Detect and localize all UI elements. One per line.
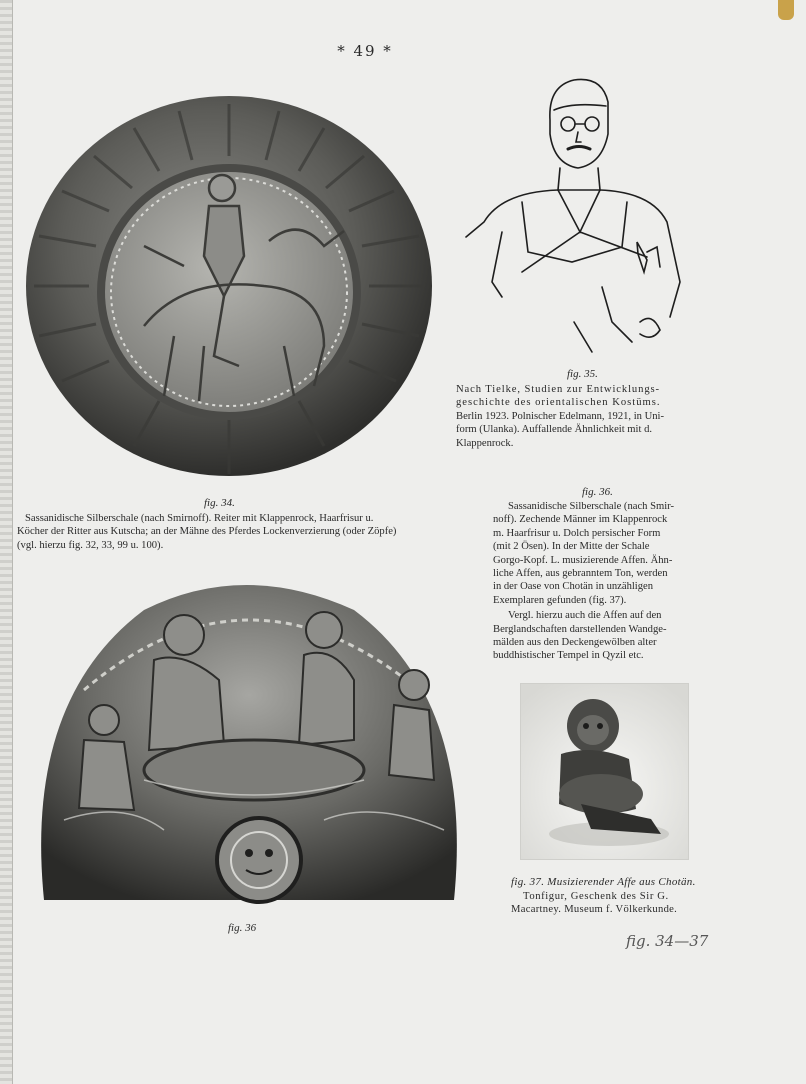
caption-line: Sassanidische Silberschale (nach Smir- [508,501,675,512]
caption-line: geschichte des orientalischen Kostüms. [456,397,661,409]
caption-line: Vergl. hierzu auch die Affen auf den [508,610,662,622]
fig35-label: fig. 35. [567,368,598,380]
fig36-label: fig. 36. [582,486,613,498]
fig37-photo [520,683,689,860]
fig34-caption [17,512,455,552]
caption-line: liche Affen, aus gebranntem Ton, werden [493,568,668,580]
fig37-label: fig. 37. Musizierender Affe aus Chotän. [511,876,696,888]
caption-line: Gorgo-Kopf. L. musizierende Affen. Ähn- [493,554,673,566]
fig34-label: fig. 34. [204,497,235,509]
handwritten-note: fig. 34—37 [626,932,709,950]
fig36-photo [24,570,474,910]
fig35-drawing [462,72,692,357]
fig35-caption [456,383,700,450]
tab-marker [778,0,794,20]
caption-line: mälden aus den Deckengewölben alter [493,637,657,649]
caption-line: Nach Tielke, Studien zur Entwicklungs- [456,384,660,395]
caption-line: noff). Zechende Männer im Klappenrock [493,514,668,526]
caption-line: m. Haarfrisur u. Dolch persischer Form [493,527,661,539]
book-page-edge [0,0,13,1084]
caption-line: (vgl. hierzu fig. 32, 33, 99 u. 100). [17,539,164,551]
fig34-photo [24,96,434,480]
caption-line: Sassanidische Silberschale (nach Smirnoff). Reiter mit Klappenrock, Haarfrisur u. [25,513,374,524]
caption-line: form (Ulanka). Auffallende Ähnlichkeit mit d. [456,424,653,436]
caption-line: Tonfigur, Geschenk des Sir G. [523,891,669,902]
caption-line: buddhistischer Tempel in Qyzil etc. [493,650,644,662]
fig36-photo-label: fig. 36 [228,922,257,934]
caption-line: Köcher der Ritter aus Kutscha; an der Mähne des Pferdes Lockenverzierung (oder Zöpfe) [17,526,397,538]
caption-line: in der Oase von Chotän in unzähligen [493,581,654,593]
fig37-caption [511,890,700,917]
caption-line: Macartney. Museum f. Völkerkunde. [511,904,678,916]
fig36-caption [493,500,702,663]
caption-line: Berlin 1923. Polnischer Edelmann, 1921, in Uni- [456,410,665,422]
caption-line: Berglandschaften darstellenden Wandge- [493,623,667,635]
caption-line: Klappenrock. [456,437,514,449]
caption-line: Exemplaren gefunden (fig. 37). [493,594,627,606]
page-number: * 49 * [337,42,393,60]
caption-line: (mit 2 Ösen). In der Mitte der Schale [493,541,650,553]
